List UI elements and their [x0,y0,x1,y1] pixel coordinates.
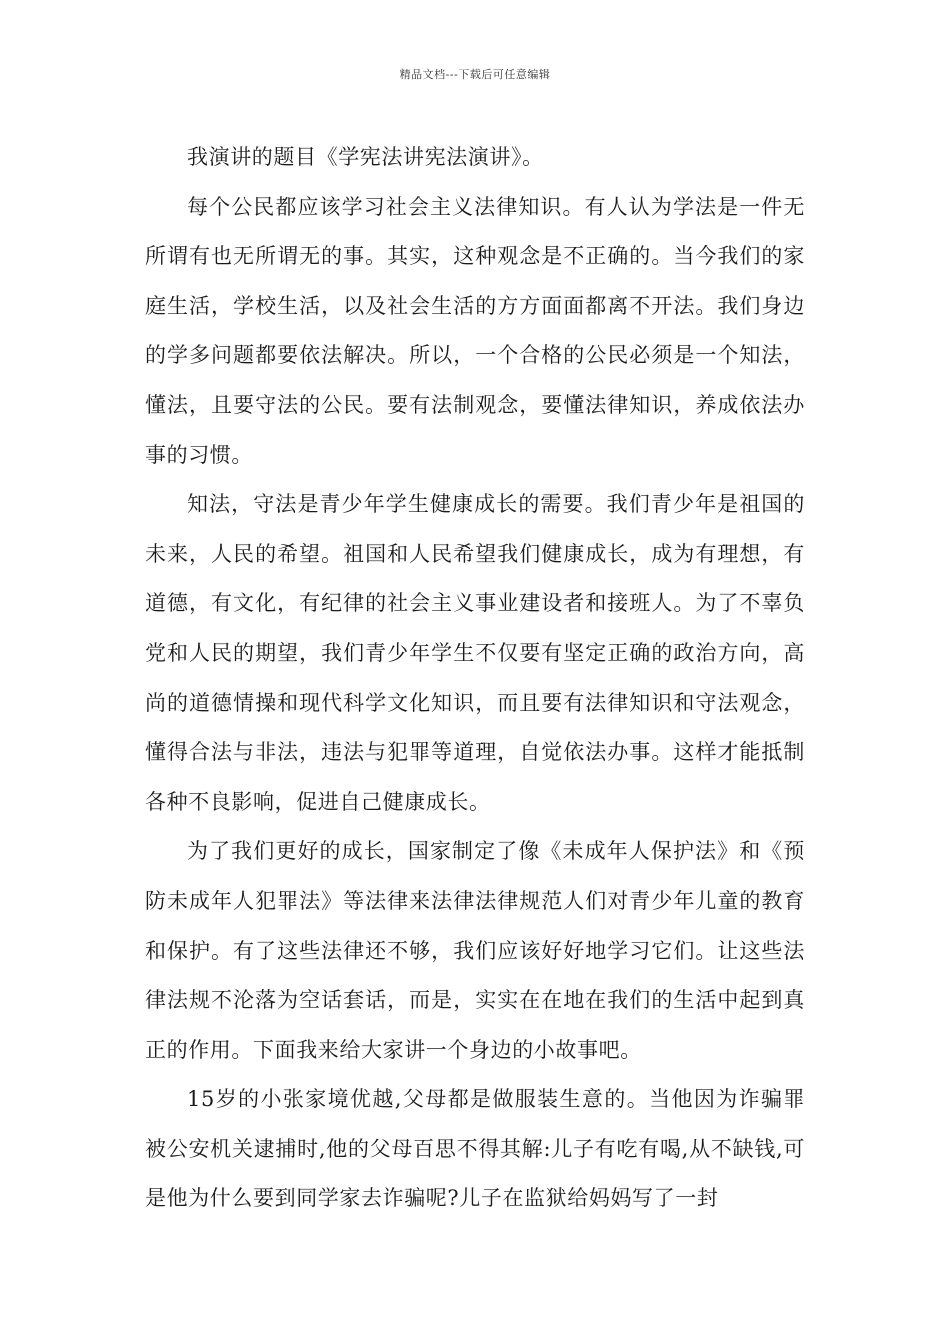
page-header: 精品文档---下载后可任意编辑 [399,68,551,81]
paragraph-1: 每个公民都应该学习社会主义法律知识。有人认为学法是一件无所谓有也无所谓无的事。其实，这种观念是不正确的。当今我们的家庭生活，学校生活，以及社会生活的方方面面都离不开法。我们身边的学多问题都要依法解决。所以，一个合格的公民必须是一个知法，懂法，且要守法的公民。要有法制观念，要懂法律知识，养成依法办事的习惯。 [145,194,805,467]
paragraph-title: 我演讲的题目《学宪法讲宪法演讲》。 [187,145,544,169]
document-body [145,133,805,1224]
paragraph-2: 知法，守法是青少年学生健康成长的需要。我们青少年是祖国的未来，人民的希望。祖国和人民希望我们健康成长，成为有理想，有道德，有文化，有纪律的社会主义事业建设者和接班人。为了不辜负党和人民的期望，我们青少年学生不仅要有坚定正确的政治方向，高尚的道德情操和现代科学文化知识，而且要有法律知识和守法观念，懂得合法与非法，违法与犯罪等道理，自觉依法办事。这样才能抵制各种不良影响，促进自己健康成长。 [145,492,805,814]
paragraph-3: 为了我们更好的成长，国家制定了像《未成年人保护法》和《预防未成年人犯罪法》等法律来法律法律规范人们对青少年儿童的教育和保护。有了这些法律还不够，我们应该好好地学习它们。让这些法律法规不沦落为空话套话，而是，实实在在地在我们的生活中起到真正的作用。下面我来给大家讲一个身边的小故事吧。 [145,839,805,1062]
paragraph-4: 15岁的小张家境优越,父母都是做服装生意的。当他因为诈骗罪被公安机关逮捕时,他的父母百思不得其解:儿子有吃有喝,从不缺钱,可是他为什么要到同学家去诈骗呢?儿子在监狱给妈妈写了一封 [145,1087,805,1211]
